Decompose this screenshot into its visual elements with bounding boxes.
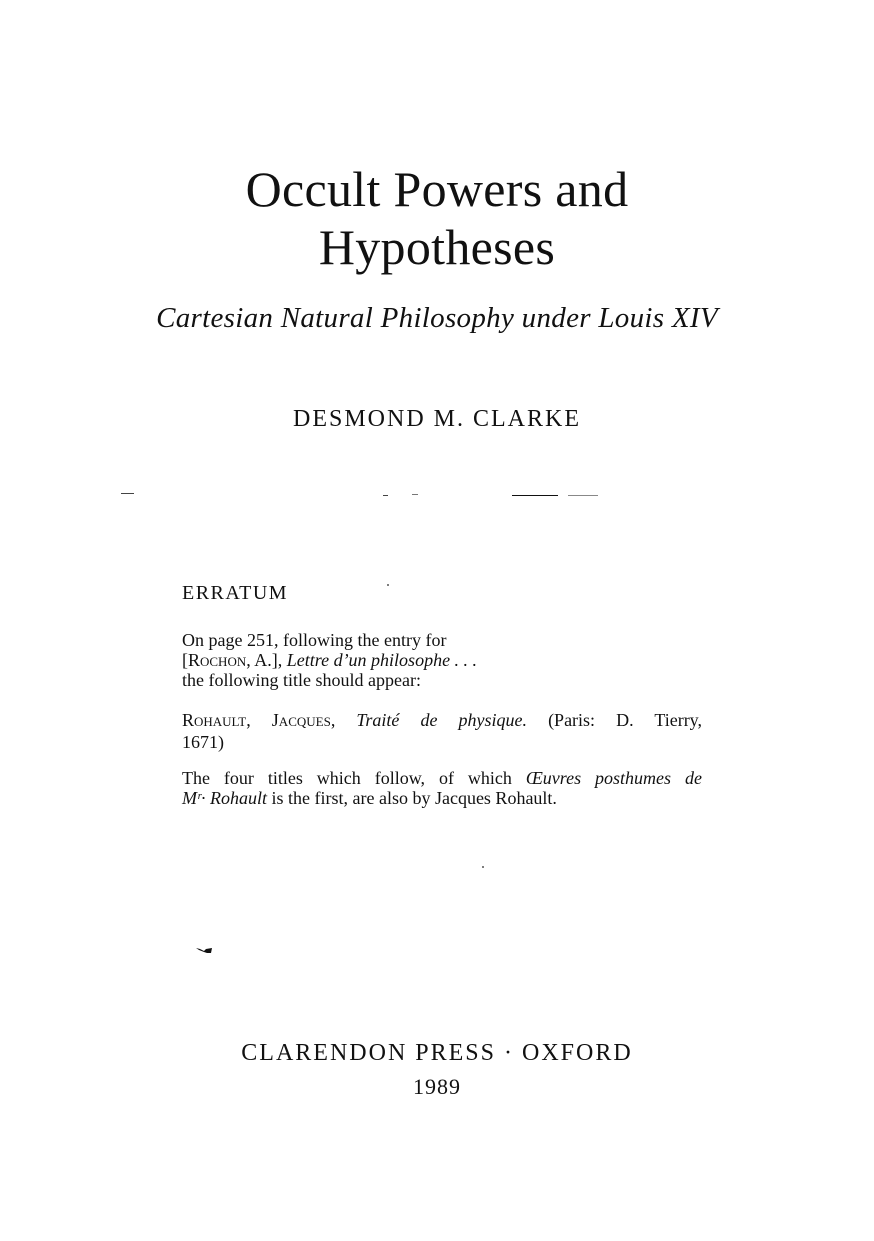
scan-artifact-rule <box>412 494 418 495</box>
author-name: DESMOND M. CLARKE <box>292 406 581 432</box>
missing-entry-author: Rohault, Jacques, <box>182 710 336 730</box>
entry-title: Lettre d’un philosophe . . . <box>286 650 478 670</box>
missing-entry-publication: (Paris: D. Tierry, <box>548 710 703 730</box>
book-title <box>0 160 874 276</box>
erratum-p3-line-1 <box>182 768 702 788</box>
erratum-paragraph-2 <box>182 710 702 730</box>
erratum-p3-line-2 <box>182 788 702 808</box>
entry-author: [Rochon, A.], <box>182 650 283 670</box>
scan-artifact-rule <box>121 493 134 494</box>
erratum-p2-line-2: 1671) <box>182 732 224 752</box>
erratum-p3-text-end: is the first, are also by Jacques Rohault. <box>271 788 557 808</box>
erratum-p3-text: The four titles which follow, of which <box>182 768 512 788</box>
scan-speck <box>387 584 389 586</box>
book-subtitle: Cartesian Natural Philosophy under Louis XIV <box>156 302 718 334</box>
ink-blot-mark <box>196 946 216 954</box>
erratum-p3-italic-title: Œuvres posthumes de <box>525 768 702 788</box>
erratum-p1-line-1: On page 251, following the entry for <box>182 630 447 650</box>
scan-artifact-rule <box>383 495 388 496</box>
book-title-line-1: Occult Powers and <box>245 161 629 217</box>
publisher-imprint: CLARENDON PRESS · OXFORD <box>241 1040 633 1066</box>
erratum-p3-italic-title-cont: Mʳ· Rohault <box>182 788 267 808</box>
scan-speck <box>482 866 484 868</box>
erratum-heading: ERRATUM <box>182 582 289 604</box>
erratum-p1-line-3: the following title should appear: <box>182 670 421 690</box>
erratum-p1-line-2 <box>182 650 702 670</box>
erratum-paragraph-1 <box>182 630 702 690</box>
erratum-paragraph-3 <box>182 768 702 808</box>
missing-entry-title: Traité de physique. <box>356 710 527 730</box>
scan-artifact-rule <box>568 495 598 496</box>
scan-artifact-rule <box>512 495 558 496</box>
book-title-line-2: Hypotheses <box>318 219 556 275</box>
publication-year: 1989 <box>413 1074 461 1099</box>
